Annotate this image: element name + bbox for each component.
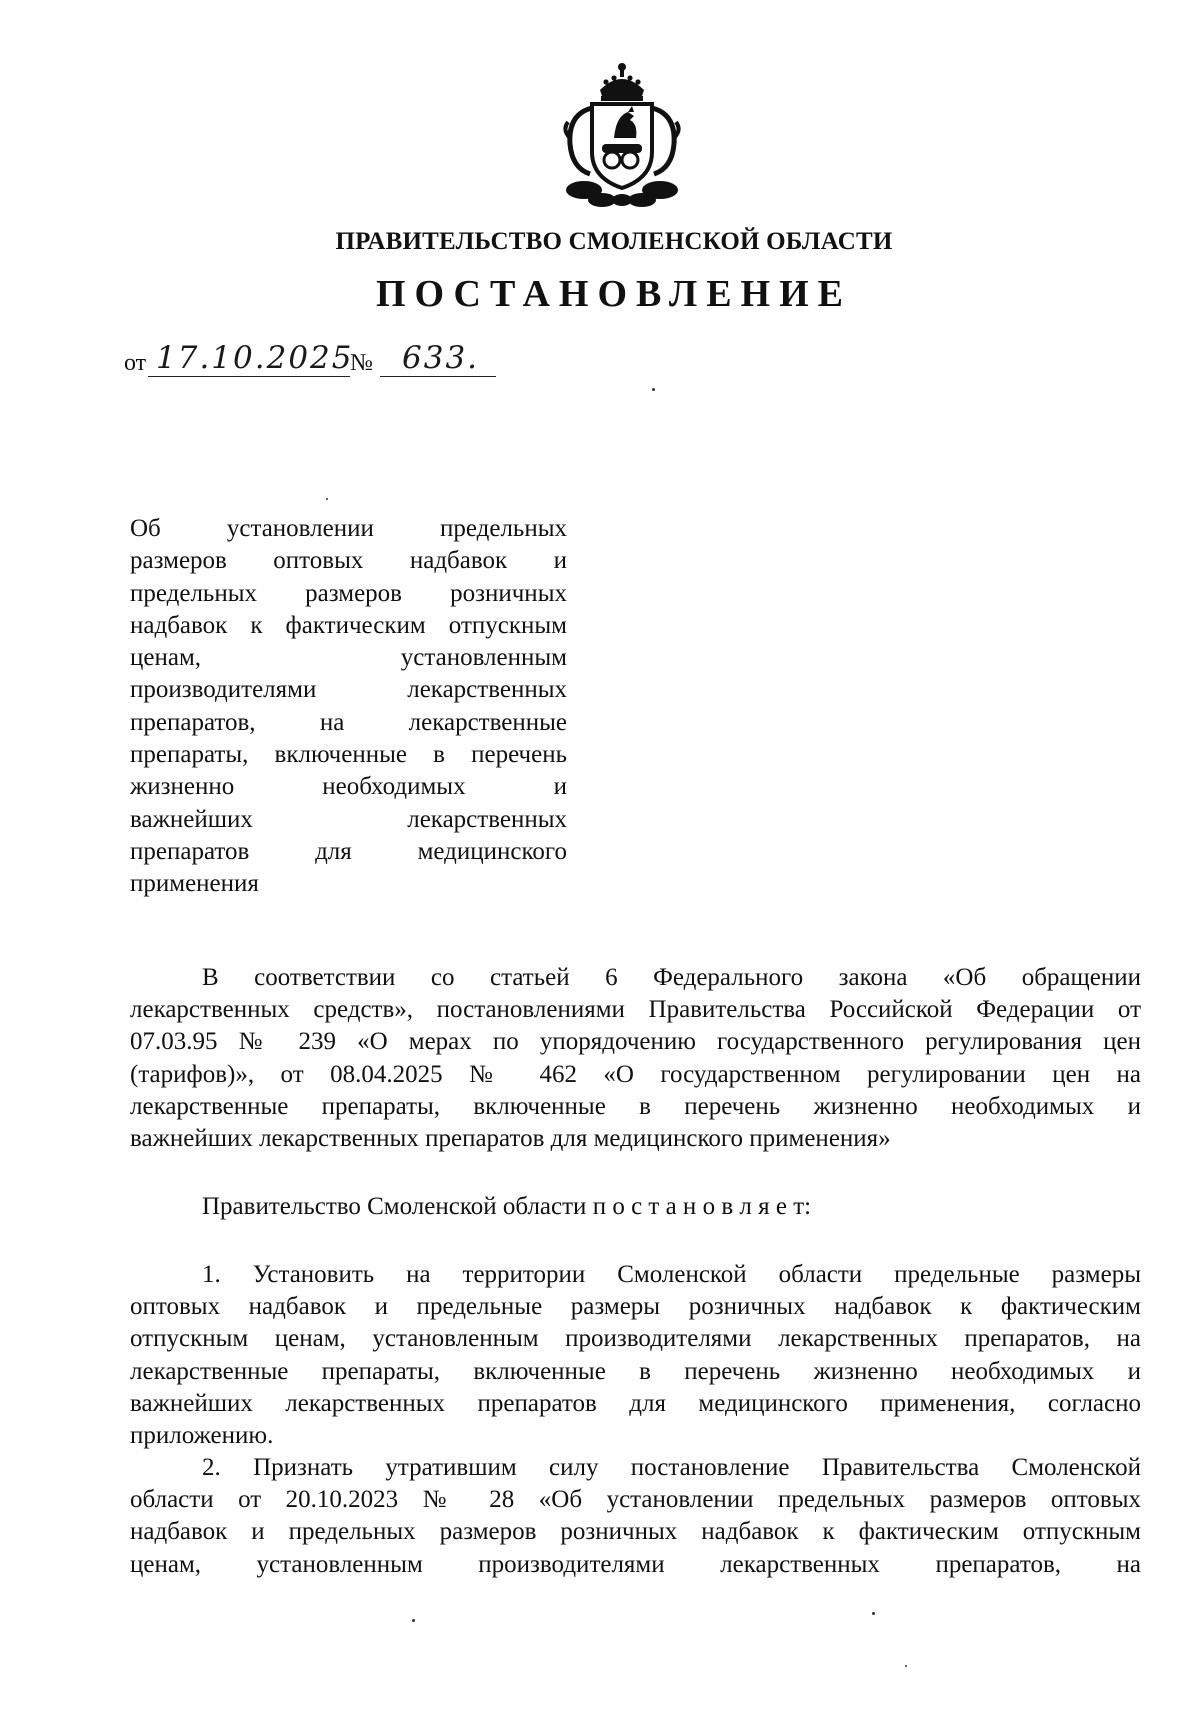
decree-verb: п о с т а н о в л я е т: xyxy=(592,1193,812,1220)
subject-line: производителями лекарственных xyxy=(130,676,567,704)
date-prefix-label: от xyxy=(124,350,147,376)
preamble-line: (тарифов)», от 08.04.2025 № 462 «О государственном регулировании цен на xyxy=(130,1060,1141,1088)
item-line: ценам, установленным производителями лекарственных препаратов, на xyxy=(130,1550,1141,1578)
subject-line: препараты, включенные в перечень xyxy=(130,741,567,769)
item-line: оптовых надбавок и предельные размеры розничных надбавок к фактическим xyxy=(130,1293,1141,1321)
number-label: № xyxy=(350,350,373,376)
subject-line: жизненно необходимых и xyxy=(130,773,567,801)
item-line: области от 20.10.2023 № 28 «Об установлении предельных размеров оптовых xyxy=(130,1486,1141,1514)
document-date: 17.10.2025 xyxy=(156,340,354,376)
government-title: ПРАВИТЕЛЬСТВО СМОЛЕНСКОЙ ОБЛАСТИ xyxy=(335,228,893,255)
subject-line: применения xyxy=(130,870,259,898)
item-2-paragraph xyxy=(130,1452,1141,1581)
item-line: отпускным ценам, установленным производителями лекарственных препаратов, на xyxy=(130,1325,1141,1353)
item-line: важнейших лекарственных препаратов для медицинского применения, согласно xyxy=(130,1389,1141,1417)
scan-speck xyxy=(412,1619,415,1622)
item-line: 1. Установить на территории Смоленской области предельные размеры xyxy=(202,1261,1141,1288)
preamble-line: лекарственные препараты, включенные в перечень жизненно необходимых и xyxy=(130,1092,1141,1120)
scan-speck xyxy=(905,1665,907,1667)
subject-line: ценам, установленным xyxy=(130,644,567,672)
decree-subject: Правительство Смоленской области xyxy=(202,1193,593,1220)
item-line: лекарственные препараты, включенные в перечень жизненно необходимых и xyxy=(130,1357,1141,1385)
preamble-line: важнейших лекарственных препаратов для медицинского применения» xyxy=(130,1124,891,1152)
document-type-title: ПОСТАНОВЛЕНИЕ xyxy=(375,273,853,315)
item-line: приложению. xyxy=(130,1421,274,1449)
coat-of-arms-emblem xyxy=(556,60,688,212)
item-1-paragraph xyxy=(130,1259,1141,1452)
preamble-line: лекарственных средств», постановлениями Правительства Российской Федерации от xyxy=(130,996,1141,1024)
subject-line: Об установлении предельных xyxy=(130,515,567,542)
subject-line: размеров оптовых надбавок и xyxy=(130,547,567,575)
document-number: 633. xyxy=(402,340,480,376)
number-underline xyxy=(380,376,496,377)
item-line: надбавок и предельных размеров розничных надбавок к фактическим отпускным xyxy=(130,1518,1141,1546)
scan-speck xyxy=(652,388,655,391)
preamble-line: 07.03.95 № 239 «О мерах по упорядочению государственного регулирования цен xyxy=(130,1028,1141,1056)
scan-speck xyxy=(872,1612,875,1615)
subject-line: препаратов для медицинского xyxy=(130,837,567,865)
subject-line: препаратов, на лекарственные xyxy=(130,708,567,736)
date-underline xyxy=(148,376,350,377)
item-line: 2. Признать утратившим силу постановление Правительства Смоленской xyxy=(202,1454,1141,1481)
subject-line: надбавок к фактическим отпускным xyxy=(130,611,567,639)
scan-speck xyxy=(326,498,328,500)
preamble-paragraph xyxy=(130,962,1141,1155)
subject-line: важнейших лекарственных xyxy=(130,805,567,833)
decree-line xyxy=(202,1193,811,1221)
document-subject xyxy=(130,513,567,901)
subject-line: предельных размеров розничных xyxy=(130,579,567,607)
preamble-line: В соответствии со статьей 6 Федерального закона «Об обращении xyxy=(202,964,1141,991)
